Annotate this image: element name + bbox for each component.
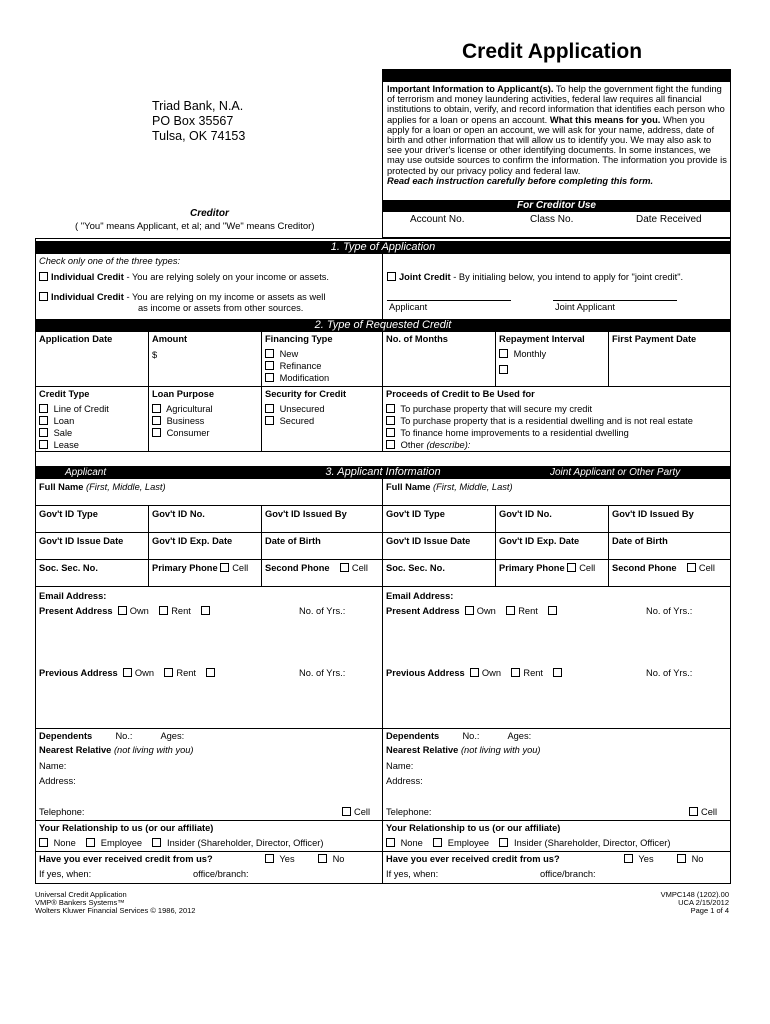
applicant-received-no-checkbox[interactable] (318, 854, 327, 863)
joint-relative-name[interactable]: Name: (386, 761, 414, 771)
applicant-nearest-relative-note: (not living with you) (113, 745, 194, 755)
joint-govt-id-issue-date[interactable]: Gov't ID Issue Date (386, 536, 471, 546)
security-unsecured[interactable] (265, 404, 325, 414)
applicant-present-address[interactable] (39, 606, 213, 616)
grid-line (35, 505, 731, 506)
proceeds-option-1-label: To purchase property that will secure my credit (400, 404, 593, 414)
joint-if-yes-when[interactable]: If yes, when: (386, 869, 439, 879)
creditor-label: Creditor (190, 208, 229, 219)
joint-second-cell-checkbox[interactable] (687, 563, 696, 572)
section2-bar (35, 319, 731, 332)
footer-vmp: VMP® Bankers Systems™ (35, 898, 125, 907)
joint-present-address-label: Present Address (386, 606, 460, 616)
joint-credit-checkbox[interactable] (387, 272, 396, 281)
creditor-name: Triad Bank, N.A. (152, 99, 244, 113)
applicant-relationship-options[interactable] (39, 838, 323, 848)
financing-new-label: New (279, 349, 299, 359)
applicant-primary-phone[interactable] (152, 563, 248, 573)
applicant-employee-label: Employee (100, 838, 143, 848)
creditor-definition: ( "You" means Applicant, et al; and "We" means Creditor) (75, 221, 315, 232)
info-heading: Important Information to Applicant(s). (387, 84, 554, 94)
applicant-govt-id-exp-date[interactable]: Gov't ID Exp. Date (152, 536, 233, 546)
applicant-insider-label: Insider (Shareholder, Director, Officer) (167, 838, 324, 848)
proceeds-option-2-label: To purchase property that is a residential dwelling and is not real estate (400, 416, 693, 426)
loan-purpose-consumer-checkbox[interactable] (152, 428, 161, 437)
applicant-present-yrs: No. of Yrs.: (299, 606, 346, 616)
financing-refinance[interactable] (265, 361, 321, 371)
info-body1: To help the government fight the funding of terrorism and money laundering activities, federal law requires all financial institutions to obtain, verify, and record information that identifies each person who applies for a loan or opens an account. (387, 84, 725, 125)
section3-divider (382, 479, 383, 884)
joint-received-no[interactable] (677, 854, 703, 864)
applicant-relative-address[interactable]: Address: (39, 776, 76, 786)
grid-line (35, 586, 731, 587)
joint-primary-cell-label: Cell (579, 563, 596, 573)
applicant-dependents-no: No.: (115, 731, 133, 741)
joint-nearest-relative-note: (not living with you) (460, 745, 541, 755)
joint-received-no-checkbox[interactable] (677, 854, 686, 863)
joint-insider-label: Insider (Shareholder, Director, Officer) (514, 838, 671, 848)
grid-line (608, 505, 609, 586)
proceeds-other-note: (describe): (426, 440, 471, 450)
applicant-previous-address[interactable] (39, 668, 218, 678)
joint-relative-cell[interactable] (689, 807, 717, 817)
footer-left (35, 891, 195, 915)
joint-insider-checkbox[interactable] (499, 838, 508, 847)
amount-dollar: $ (152, 350, 158, 360)
individual-credit-1-checkbox[interactable] (39, 272, 48, 281)
joint-dependents-no: No.: (462, 731, 480, 741)
grid-line (35, 532, 731, 533)
footer-page: Page 1 of 4 (690, 906, 729, 915)
applicant-nearest-relative (39, 745, 194, 755)
grid-line (35, 728, 731, 729)
loan-purpose-agricultural[interactable] (152, 404, 213, 414)
creditor-use-row (382, 212, 731, 238)
grid-line (35, 386, 731, 387)
grid-line (148, 505, 149, 586)
credit-type-lease[interactable] (39, 440, 79, 450)
joint-email[interactable]: Email Address: (386, 591, 454, 601)
joint-previous-own-checkbox[interactable] (470, 668, 479, 677)
form-title: Credit Application (462, 40, 643, 63)
credit-type-lease-label: Lease (53, 440, 79, 450)
creditor-address (152, 99, 245, 144)
proceeds-label: Proceeds of Credit to Be Used for (386, 389, 535, 399)
applicant-none-label: None (53, 838, 76, 848)
applicant-present-other-checkbox[interactable] (201, 606, 210, 615)
creditor-city: Tulsa, OK 74153 (152, 129, 246, 143)
loan-purpose-consumer-label: Consumer (166, 428, 210, 438)
footer-right (661, 891, 729, 915)
financing-modification-checkbox[interactable] (265, 373, 274, 382)
credit-type-loan[interactable] (39, 416, 74, 426)
joint-full-name-note: (First, Middle, Last) (433, 482, 513, 492)
applicant-full-name-label: Full Name (39, 482, 84, 492)
individual-credit-2[interactable] (39, 292, 325, 302)
applicant-received-no-label: No (332, 854, 345, 864)
joint-employee-checkbox[interactable] (433, 838, 442, 847)
joint-office-branch[interactable]: office/branch: (540, 869, 596, 879)
grid-line (148, 332, 149, 451)
grid-line (35, 451, 731, 452)
joint-present-rent-checkbox[interactable] (506, 606, 515, 615)
credit-type-loan-label: Loan (53, 416, 75, 426)
section1-bar (35, 241, 731, 254)
joint-full-name[interactable] (386, 482, 513, 492)
applicant-second-cell-label: Cell (351, 563, 368, 573)
joint-credit-text: - By initialing below, you intend to apply for "joint credit". (453, 272, 684, 282)
applicant-received-yes[interactable] (265, 854, 295, 864)
joint-primary-phone[interactable] (499, 563, 595, 573)
repayment-monthly-label: Monthly (513, 349, 547, 359)
joint-relative-telephone[interactable]: Telephone: (386, 807, 432, 817)
joint-relative-cell-label: Cell (701, 807, 718, 817)
applicant-dependents[interactable] (39, 731, 184, 741)
joint-nearest-relative (386, 745, 541, 755)
individual-credit-2-label: Individual Credit (51, 292, 124, 302)
applicant-govt-id-issue-date[interactable]: Gov't ID Issue Date (39, 536, 124, 546)
applicant-header: Applicant (65, 467, 107, 478)
joint-govt-id-issued-by[interactable]: Gov't ID Issued By (612, 509, 694, 519)
joint-previous-own-label: Own (481, 668, 502, 678)
applicant-primary-cell-label: Cell (232, 563, 249, 573)
applicant-primary-phone-label: Primary Phone (152, 563, 218, 573)
applicant-present-address-label: Present Address (39, 606, 113, 616)
security-unsecured-checkbox[interactable] (265, 404, 274, 413)
applicant-present-rent-checkbox[interactable] (159, 606, 168, 615)
applicant-full-name[interactable] (39, 482, 166, 492)
joint-dependents-ages: Ages: (507, 731, 532, 741)
individual-credit-1-label: Individual Credit (51, 272, 124, 282)
applicant-received-credit: Have you ever received credit from us? (39, 854, 213, 864)
joint-received-yes-checkbox[interactable] (624, 854, 633, 863)
important-info-text (387, 84, 727, 186)
joint-previous-address[interactable] (386, 668, 565, 678)
loan-purpose-consumer[interactable] (152, 428, 209, 438)
joint-second-phone[interactable] (612, 563, 715, 573)
security-secured-label: Secured (279, 416, 315, 426)
applicant-relative-cell-label: Cell (354, 807, 371, 817)
individual-credit-2-checkbox[interactable] (39, 292, 48, 301)
financing-type-label: Financing Type (265, 334, 333, 344)
section1-divider (382, 254, 383, 319)
joint-nearest-relative-label: Nearest Relative (386, 745, 459, 755)
proceeds-option-3[interactable] (386, 428, 629, 438)
loan-purpose-agricultural-label: Agricultural (166, 404, 213, 414)
proceeds-option-3-label: To finance home improvements to a residential dwelling (400, 428, 629, 438)
joint-present-own-label: Own (476, 606, 496, 616)
repayment-monthly[interactable] (499, 349, 546, 359)
repayment-interval-label: Repayment Interval (499, 334, 585, 344)
joint-received-yes[interactable] (624, 854, 654, 864)
proceeds-option-3-checkbox[interactable] (386, 428, 395, 437)
credit-type-line-checkbox[interactable] (39, 404, 48, 413)
account-no-label: Account No. (410, 214, 465, 225)
proceeds-option-1-checkbox[interactable] (386, 404, 395, 413)
credit-type-sale[interactable] (39, 428, 72, 438)
grid-line (495, 505, 496, 586)
joint-relative-address[interactable]: Address: (386, 776, 423, 786)
applicant-nearest-relative-label: Nearest Relative (39, 745, 112, 755)
applicant-previous-rent-checkbox[interactable] (164, 668, 173, 677)
class-no-label: Class No. (530, 214, 574, 225)
proceeds-option-2-checkbox[interactable] (386, 416, 395, 425)
joint-present-other-checkbox[interactable] (548, 606, 557, 615)
section3-title: 3. Applicant Information (325, 466, 441, 478)
individual-credit-1-text: - You are relying solely on your income or assets. (126, 272, 330, 282)
grid-line (495, 332, 496, 386)
info-body2: When you apply for a loan or open an account, we will ask for your name, address, date of birth and other information that will allow us to identify you. We may also ask to see your driver's license or other identifying documents. In some instances, we may use outside sources to confirm the information. The information you provide is protected by our privacy policy and federal law. (387, 114, 727, 176)
loan-purpose-business-label: Business (166, 416, 205, 426)
grid-line (608, 332, 609, 386)
applicant-previous-other-checkbox[interactable] (206, 668, 215, 677)
credit-type-sale-label: Sale (53, 428, 73, 438)
financing-new-checkbox[interactable] (265, 349, 274, 358)
grid-line (261, 332, 262, 451)
joint-applicant-initial-line[interactable] (553, 300, 677, 301)
applicant-initial-line[interactable] (387, 300, 511, 301)
joint-govt-id-type[interactable]: Gov't ID Type (386, 509, 445, 519)
credit-type-loan-checkbox[interactable] (39, 416, 48, 425)
joint-present-yrs: No. of Yrs.: (646, 606, 693, 616)
joint-relationship: Your Relationship to us (or our affiliate) (386, 823, 561, 833)
financing-modification-label: Modification (279, 373, 330, 383)
joint-credit-label: Joint Credit (399, 272, 451, 282)
individual-credit-2-text: - You are relying on my income or assets as well (126, 292, 326, 302)
info-heading2: What this means for you. (549, 114, 661, 125)
info-instruction: Read each instruction carefully before completing this form. (387, 175, 654, 186)
joint-dependents-label: Dependents (386, 731, 440, 741)
joint-govt-id-exp-date[interactable]: Gov't ID Exp. Date (499, 536, 580, 546)
applicant-employee-checkbox[interactable] (86, 838, 95, 847)
joint-ssn[interactable]: Soc. Sec. No. (386, 563, 445, 573)
applicant-relative-cell-checkbox[interactable] (342, 807, 351, 816)
joint-previous-address-label: Previous Address (386, 668, 465, 678)
applicant-received-no[interactable] (318, 854, 344, 864)
applicant-date-of-birth[interactable]: Date of Birth (265, 536, 321, 546)
first-payment-date-label: First Payment Date (612, 334, 697, 344)
applicant-govt-id-type[interactable]: Gov't ID Type (39, 509, 98, 519)
joint-previous-rent-checkbox[interactable] (511, 668, 520, 677)
security-secured[interactable] (265, 416, 314, 426)
applicant-present-own-checkbox[interactable] (118, 606, 127, 615)
repayment-other[interactable] (499, 365, 511, 375)
proceeds-option-2[interactable] (386, 416, 693, 426)
proceeds-other-checkbox[interactable] (386, 440, 395, 449)
applicant-previous-own-checkbox[interactable] (123, 668, 132, 677)
footer-uca-date: UCA 2/15/2012 (678, 898, 729, 907)
grid-line (35, 820, 731, 821)
applicant-relative-telephone[interactable]: Telephone: (39, 807, 85, 817)
applicant-ssn[interactable]: Soc. Sec. No. (39, 563, 98, 573)
applicant-previous-address-label: Previous Address (39, 668, 118, 678)
joint-primary-phone-label: Primary Phone (499, 563, 565, 573)
applicant-second-phone-label: Second Phone (265, 563, 330, 573)
joint-present-rent-label: Rent (518, 606, 538, 616)
application-date-label: Application Date (39, 334, 113, 344)
applicant-previous-rent-label: Rent (176, 668, 196, 678)
joint-primary-cell-checkbox[interactable] (567, 563, 576, 572)
credit-type-line[interactable] (39, 404, 109, 414)
security-secured-checkbox[interactable] (265, 416, 274, 425)
financing-modification[interactable] (265, 373, 329, 383)
security-label: Security for Credit (265, 389, 347, 399)
joint-relationship-options[interactable] (386, 838, 670, 848)
joint-received-credit: Have you ever received credit from us? (386, 854, 560, 864)
amount-label: Amount (152, 334, 188, 344)
joint-previous-other-checkbox[interactable] (553, 668, 562, 677)
individual-credit-1[interactable] (39, 272, 329, 282)
credit-type-lease-checkbox[interactable] (39, 440, 48, 449)
applicant-if-yes-when[interactable]: If yes, when: (39, 869, 92, 879)
joint-received-no-label: No (691, 854, 704, 864)
applicant-relative-cell[interactable] (342, 807, 370, 817)
financing-refinance-checkbox[interactable] (265, 361, 274, 370)
footer-form-name: Universal Credit Application (35, 890, 127, 899)
applicant-full-name-note: (First, Middle, Last) (86, 482, 166, 492)
applicant-relationship: Your Relationship to us (or our affiliate) (39, 823, 214, 833)
joint-second-cell-label: Cell (698, 563, 715, 573)
applicant-primary-cell-checkbox[interactable] (220, 563, 229, 572)
loan-purpose-label: Loan Purpose (152, 389, 214, 399)
grid-line (261, 505, 262, 586)
joint-dependents[interactable] (386, 731, 531, 741)
creditor-use-title: For Creditor Use (382, 200, 731, 212)
creditor-po-box: PO Box 35567 (152, 114, 234, 128)
joint-employee-label: Employee (447, 838, 490, 848)
applicant-relative-name[interactable]: Name: (39, 761, 67, 771)
applicant-second-cell-checkbox[interactable] (340, 563, 349, 572)
loan-purpose-business-checkbox[interactable] (152, 416, 161, 425)
joint-received-yes-label: Yes (638, 854, 654, 864)
applicant-previous-yrs: No. of Yrs.: (299, 668, 346, 678)
security-unsecured-label: Unsecured (279, 404, 325, 414)
repayment-other-checkbox[interactable] (499, 365, 508, 374)
joint-present-address[interactable] (386, 606, 560, 616)
applicant-govt-id-issued-by[interactable]: Gov't ID Issued By (265, 509, 347, 519)
credit-type-line-label: Line of Credit (53, 404, 109, 414)
footer-form-code: VMPC148 (1202).00 (660, 890, 729, 899)
check-only-text: Check only one of the three types: (39, 256, 181, 266)
section2-title: 2. Type of Requested Credit (314, 319, 452, 331)
financing-new[interactable] (265, 349, 298, 359)
grid-line (35, 851, 731, 852)
proceeds-other[interactable] (386, 440, 470, 450)
applicant-email[interactable]: Email Address: (39, 591, 107, 601)
joint-header: Joint Applicant or Other Party (550, 467, 681, 478)
joint-date-of-birth[interactable]: Date of Birth (612, 536, 668, 546)
joint-applicant-label: Joint Applicant (555, 302, 615, 312)
applicant-none-checkbox[interactable] (39, 838, 48, 847)
credit-type-label: Credit Type (39, 389, 90, 399)
joint-govt-id-no[interactable]: Gov't ID No. (499, 509, 552, 519)
financing-refinance-label: Refinance (279, 361, 322, 371)
applicant-dependents-ages: Ages: (160, 731, 185, 741)
proceeds-other-label: Other (400, 440, 424, 450)
applicant-insider-checkbox[interactable] (152, 838, 161, 847)
no-of-months-label: No. of Months (386, 334, 448, 344)
date-received-label: Date Received (636, 214, 702, 225)
joint-previous-yrs: No. of Yrs.: (646, 668, 693, 678)
applicant-received-yes-label: Yes (279, 854, 295, 864)
grid-line (382, 332, 383, 451)
applicant-label: Applicant (389, 302, 428, 312)
applicant-present-rent-label: Rent (171, 606, 191, 616)
applicant-second-phone[interactable] (265, 563, 368, 573)
applicant-present-own-label: Own (129, 606, 149, 616)
joint-none-checkbox[interactable] (386, 838, 395, 847)
applicant-received-yes-checkbox[interactable] (265, 854, 274, 863)
joint-none-label: None (400, 838, 423, 848)
joint-credit[interactable] (387, 272, 683, 282)
applicant-dependents-label: Dependents (39, 731, 93, 741)
applicant-previous-own-label: Own (134, 668, 155, 678)
proceeds-option-1[interactable] (386, 404, 592, 414)
individual-credit-2-text-b: as income or assets from other sources. (138, 303, 304, 313)
footer-copyright: Wolters Kluwer Financial Services © 1986, 2012 (35, 906, 196, 915)
loan-purpose-business[interactable] (152, 416, 204, 426)
applicant-office-branch[interactable]: office/branch: (193, 869, 249, 879)
credit-type-sale-checkbox[interactable] (39, 428, 48, 437)
grid-line (35, 559, 731, 560)
joint-full-name-label: Full Name (386, 482, 431, 492)
repayment-monthly-checkbox[interactable] (499, 349, 508, 358)
section1-title: 1. Type of Application (330, 241, 436, 253)
loan-purpose-agricultural-checkbox[interactable] (152, 404, 161, 413)
joint-previous-rent-label: Rent (523, 668, 543, 678)
joint-relative-cell-checkbox[interactable] (689, 807, 698, 816)
applicant-govt-id-no[interactable]: Gov't ID No. (152, 509, 205, 519)
joint-second-phone-label: Second Phone (612, 563, 677, 573)
joint-present-own-checkbox[interactable] (465, 606, 474, 615)
